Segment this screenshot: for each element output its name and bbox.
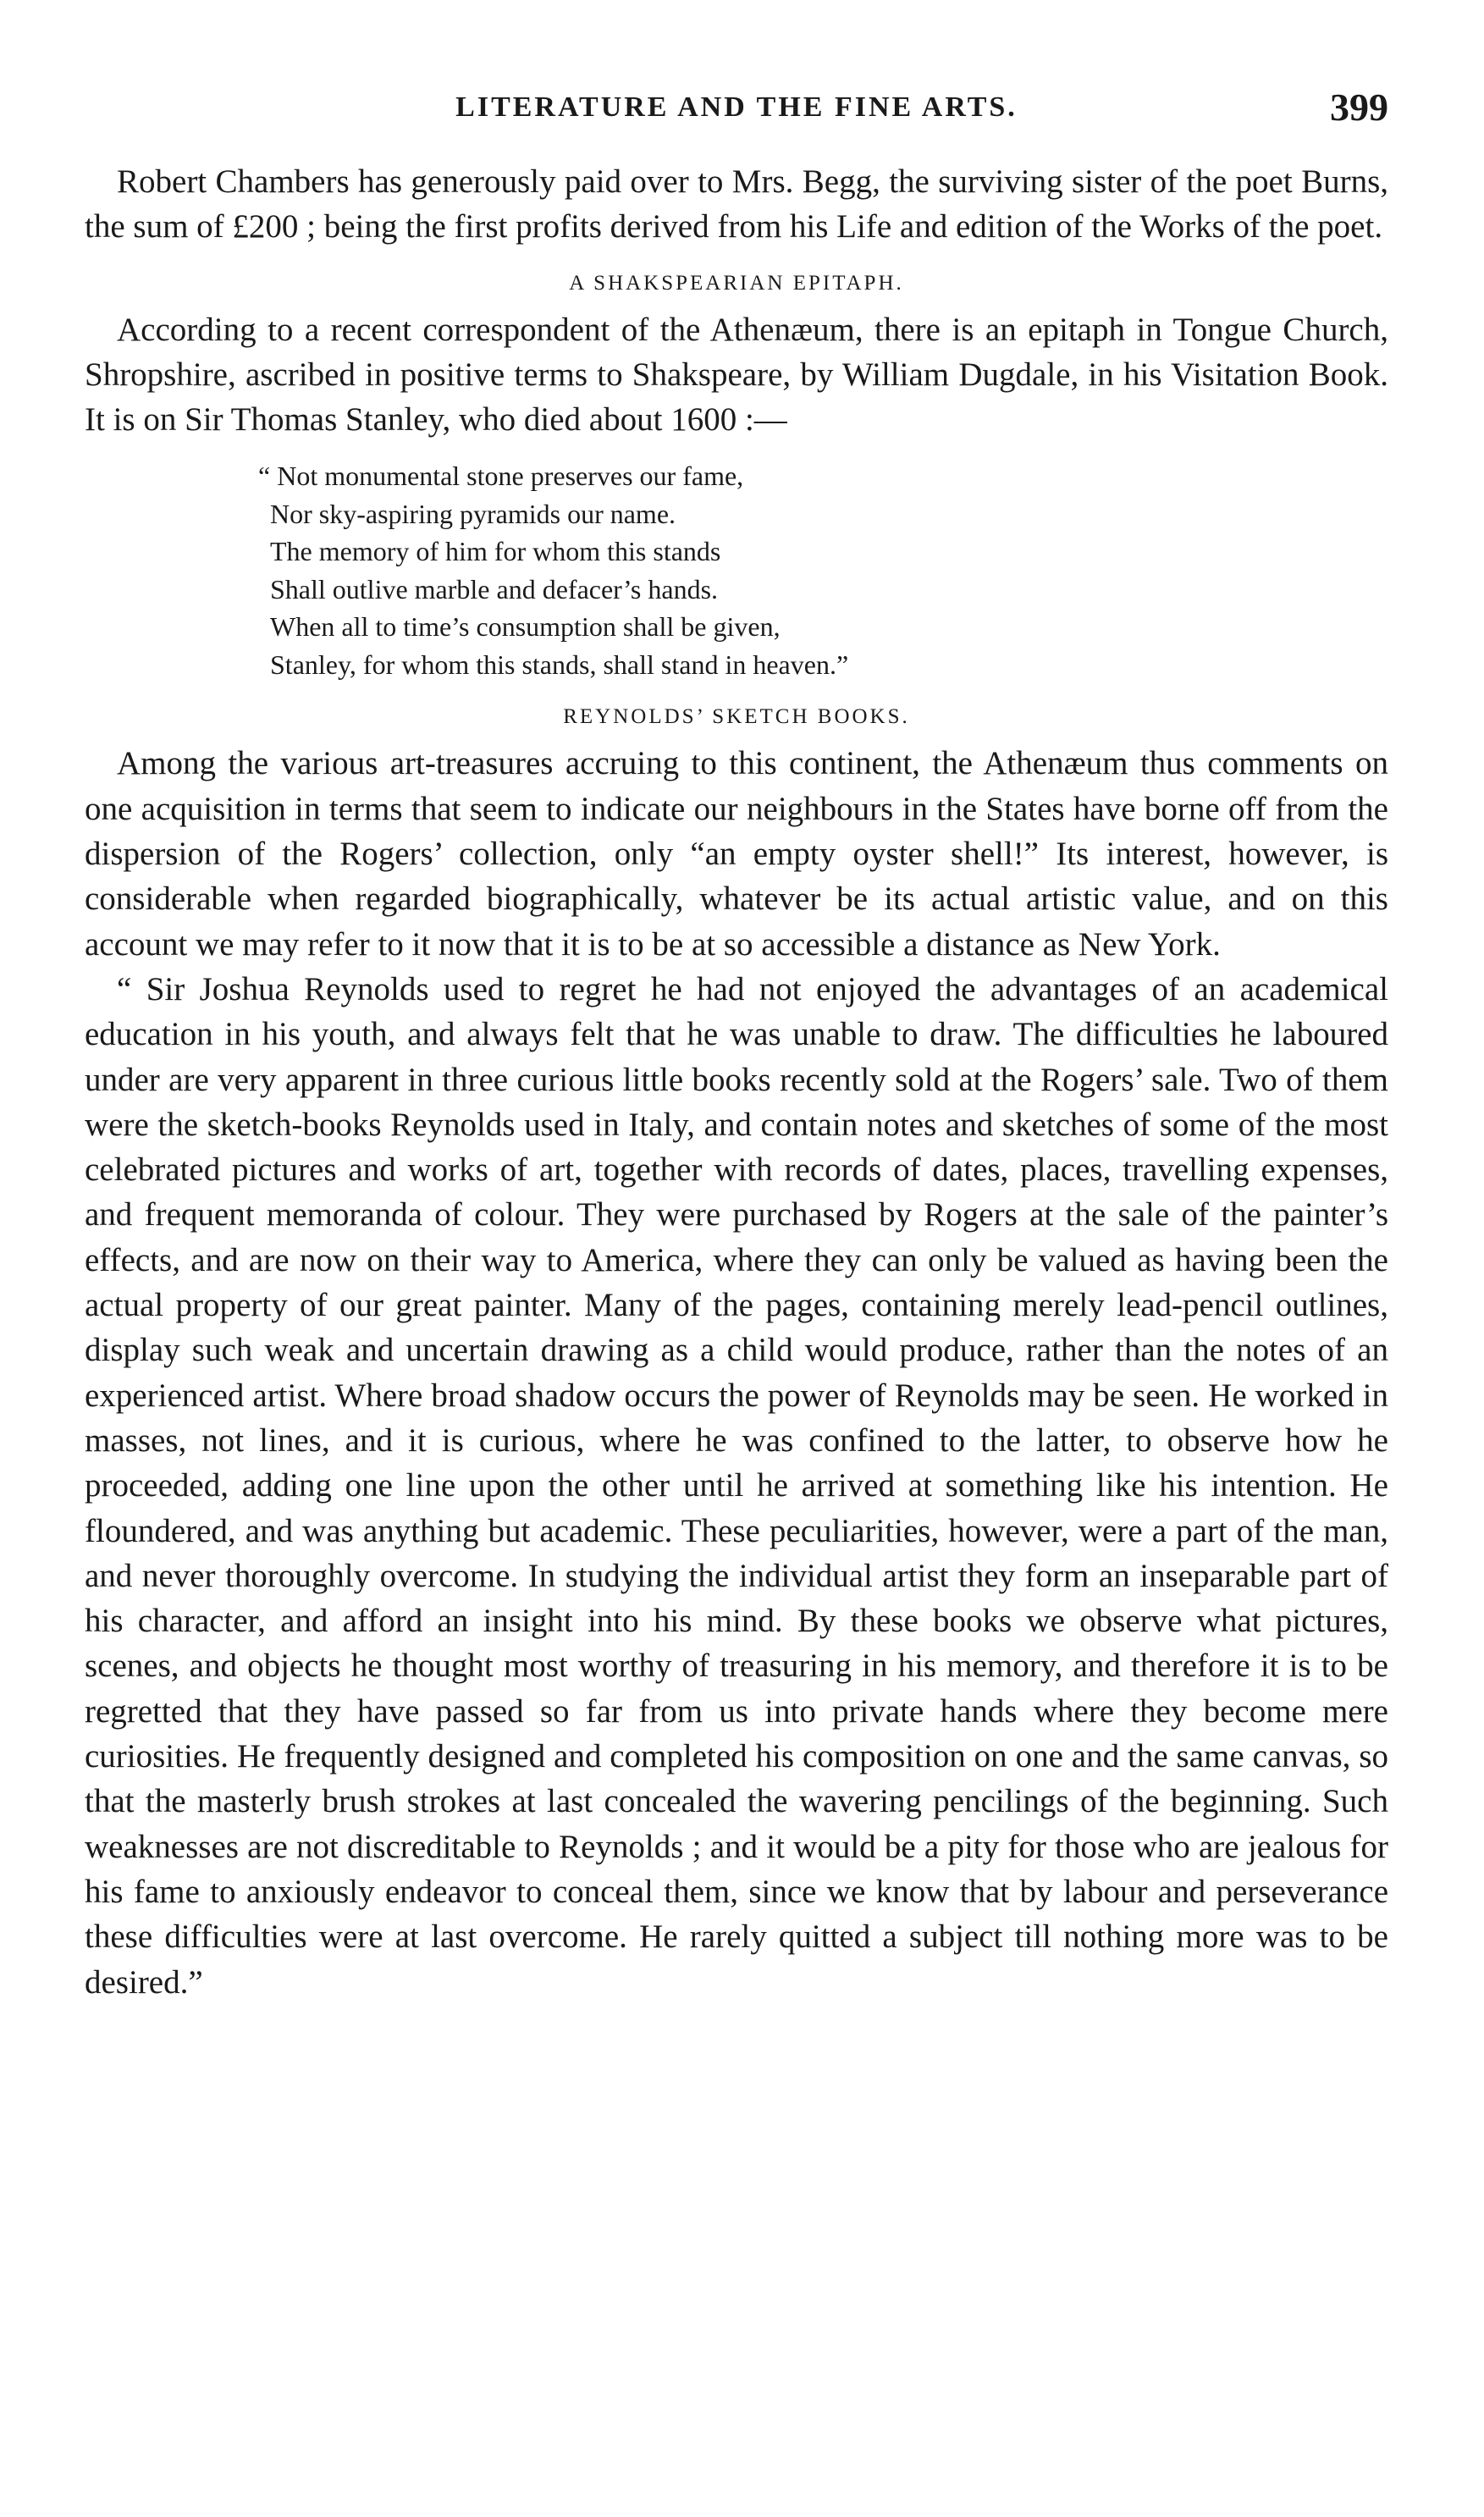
verse-line: When all to time’s consumption shall be given, xyxy=(270,611,781,643)
book-page xyxy=(85,85,1388,2005)
sketch-books-paragraph-1: Among the various art-treasures accruing to this continent, the Athenæum thus comments on one acquisition in terms that seem to indicate our neighbours in the States have borne off from the dispersion of the Rogers’ collection, only “an empty oyster shell!” Its interest, however, is considerable when regarded biographically, whatever be its actual artistic value, and on this account we may refer to it now that it is to be at so accessible a distance as New York. xyxy=(85,745,1388,963)
epitaph-paragraph: According to a recent correspondent of the Athenæum, there is an epitaph in Tongue Church, Shropshire, ascribed in positive terms to Shakspeare, by William Dugdale, in his Visitation Book. It is on Sir Thomas Stanley, who died about 1600 :— xyxy=(85,311,1388,439)
running-head xyxy=(85,85,1388,135)
epitaph-verse xyxy=(85,457,1388,683)
page-number: 399 xyxy=(1330,86,1388,129)
intro-paragraph: Robert Chambers has generously paid over to Mrs. Begg, the surviving sister of the poet Burns, the sum of £200 ; being the first profits derived from his Life and edition of the Works of the poet. xyxy=(85,163,1388,246)
section-heading-sketch-books: REYNOLDS’ SKETCH BOOKS. xyxy=(563,705,910,729)
verse-line: Stanley, for whom this stands, shall stand in heaven.” xyxy=(270,649,849,680)
verse-line: The memory of him for whom this stands xyxy=(270,536,721,567)
running-title: LITERATURE AND THE FINE ARTS. xyxy=(455,91,1018,123)
sketch-books-paragraph-2: “ Sir Joshua Reynolds used to regret he had not enjoyed the advantages of an academical education in his youth, and always felt that he was unable to draw. The difficulties he laboured under are very apparent in three curious little books recently sold at the Rogers’ sale. Two of them were the sketch-books Reynolds used in Italy, and contain notes and sketches of some of the most celebrated pictures and works of art, together with records of dates, places, travelling expenses, and frequent memoranda of colour. They were purchased by Rogers at the sale of the painter’s effects, and are now on their way to America, where they can only be valued as having been the actual property of our great painter. Many of the pages, containing merely lead-pencil outlines, display such weak and uncertain drawing as a child would produce, rather than the notes of an experienced artist. Where broad shadow occurs the power of Reynolds may be seen. He worked in masses, not lines, and it is curious, where he was confined to the latter, to observe how he proceeded, adding one line upon the other until he arrived at something like his intention. He floundered, and was anything but academic. These peculiarities, however, were a part of the man, and never thoroughly overcome. In studying the individual artist they form an inseparable part of his character, and afford an insight into his mind. By these books we observe what pictures, scenes, and objects he thought most worthy of treasuring in his memory, and therefore it is to be regretted that they have passed so far from us into private hands where they become mere curiosities. He frequently designed and completed his composition on one and the same canvas, so that the masterly brush strokes at last concealed the wavering pencilings of the beginning. Such weaknesses are not discreditable to Reynolds ; and it would be a pity for those who are jealous for his fame to anxiously endeavor to conceal them, since we know that by labour and perseverance these difficulties were at last overcome. He rarely quitted a subject till nothing more was to be desired.” xyxy=(85,970,1388,2001)
section-heading-epitaph: A SHAKSPEARIAN EPITAPH. xyxy=(569,271,904,295)
verse-line: Nor sky-aspiring pyramids our name. xyxy=(270,498,676,529)
verse-line: “ Not monumental stone preserves our fame, xyxy=(258,461,744,492)
verse-line: Shall outlive marble and defacer’s hands. xyxy=(270,573,719,604)
